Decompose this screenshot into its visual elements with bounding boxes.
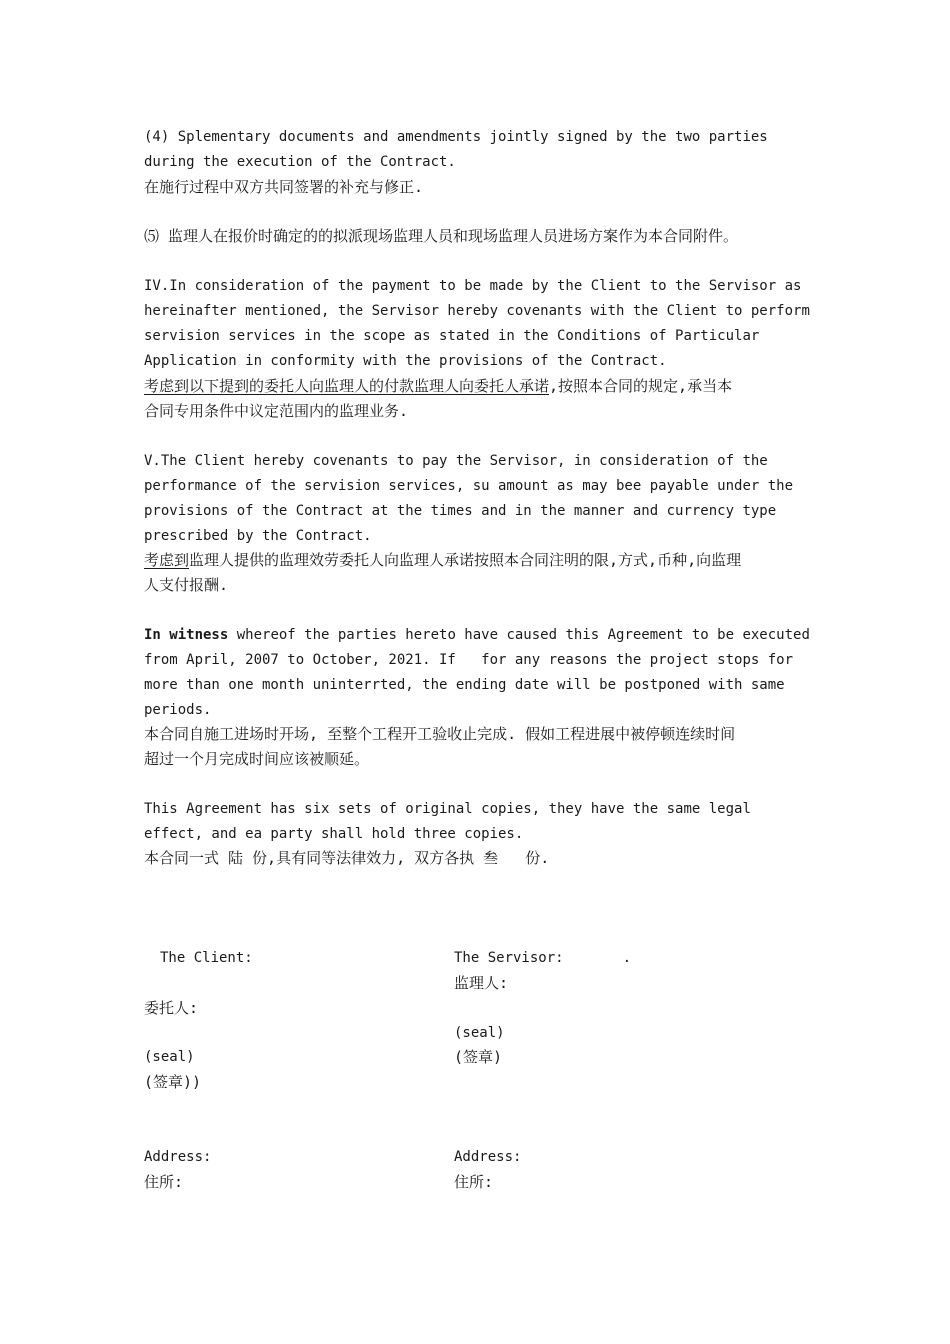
clause-v-zh-underlined: 考虑到 xyxy=(144,551,190,569)
clause-4-zh: 在施行过程中双方共同签署的补充与修正. xyxy=(144,178,424,196)
clause-iv-zh-line-2: 合同专用条件中议定范围内的监理业务. xyxy=(144,402,409,420)
witness-zh-line-1: 本合同自施工进场时开场, 至整个工程开工验收止完成. 假如工程进展中被停顿连续时间 xyxy=(144,725,736,743)
witness-en-rest: whereof the parties hereto have caused this Agreement to be executed xyxy=(228,627,810,643)
client-seal-zh: (签章)) xyxy=(144,1073,202,1091)
clause-5-zh: ⑸ 监理人在报价时确定的的拟派现场监理人员和现场监理人员进场方案作为本合同附件。 xyxy=(144,227,739,245)
clause-iv-zh-line-1 xyxy=(144,374,732,399)
clause-iv-en-line-3: servision services in the scope as stated in the Conditions of Particular xyxy=(144,328,760,344)
witness-zh-line-2: 超过一个月完成时间应该被顺延。 xyxy=(144,750,370,768)
clause-iv-en-line-4: Application in conformity with the provisions of the Contract. xyxy=(144,353,667,369)
servisor-address-en: Address: xyxy=(454,1149,522,1165)
client-address-en: Address: xyxy=(144,1149,212,1165)
clause-iv-zh-rest: ,按照本合同的规定,承当本 xyxy=(549,377,733,395)
copies-en-line-2: effect, and ea party shall hold three copies. xyxy=(144,826,524,842)
witness-en-line-1 xyxy=(144,623,810,648)
servisor-label-en: The Servisor: . xyxy=(454,950,632,966)
servisor-seal-en: (seal) xyxy=(454,1025,505,1041)
clause-v-zh-line-2: 人支付报酬. xyxy=(144,576,229,594)
copies-en-line-1: This Agreement has six sets of original copies, they have the same legal xyxy=(144,801,751,817)
clause-4-en-line-1: (4) Splementary documents and amendments jointly signed by the two parties xyxy=(144,129,768,145)
client-label-zh: 委托人: xyxy=(144,999,199,1017)
clause-iv-zh-underlined: 考虑到以下提到的委托人向监理人的付款监理人向委托人承诺 xyxy=(144,377,550,395)
copies-zh: 本合同一式 陆 份,具有同等法律效力, 双方各执 叁 份. xyxy=(144,849,550,867)
clause-v-en-line-4: prescribed by the Contract. xyxy=(144,528,372,544)
clause-v-zh-line-1 xyxy=(144,548,741,573)
clause-v-en-line-3: provisions of the Contract at the times and in the manner and currency type xyxy=(144,503,777,519)
clause-v-en-line-1: V.The Client hereby covenants to pay the Servisor, in consideration of the xyxy=(144,453,768,469)
client-address-zh: 住所: xyxy=(144,1173,184,1191)
witness-en-line-4: periods. xyxy=(144,702,212,718)
client-seal-en: (seal) xyxy=(144,1049,195,1065)
clause-4-en-line-2: during the execution of the Contract. xyxy=(144,154,456,170)
witness-en-line-3: more than one month uninterrted, the ending date will be postponed with same xyxy=(144,677,785,693)
servisor-seal-zh: (签章) xyxy=(454,1048,503,1066)
witness-en-line-2: from April, 2007 to October, 2021. If for any reasons the project stops for xyxy=(144,652,794,668)
clause-iv-en-line-1: IV.In consideration of the payment to be made by the Client to the Servisor as xyxy=(144,278,802,294)
clause-v-zh-rest: 监理人提供的监理效劳委托人向监理人承诺按照本合同注明的限,方式,币种,向监理 xyxy=(189,551,742,569)
client-label-en: The Client: xyxy=(160,950,253,966)
witness-bold-lead: In witness xyxy=(144,627,229,643)
servisor-address-zh: 住所: xyxy=(454,1173,494,1191)
clause-iv-en-line-2: hereinafter mentioned, the Servisor hereby covenants with the Client to perform xyxy=(144,303,810,319)
servisor-label-zh: 监理人: xyxy=(454,974,509,992)
clause-v-en-line-2: performance of the servision services, su amount as may bee payable under the xyxy=(144,478,794,494)
